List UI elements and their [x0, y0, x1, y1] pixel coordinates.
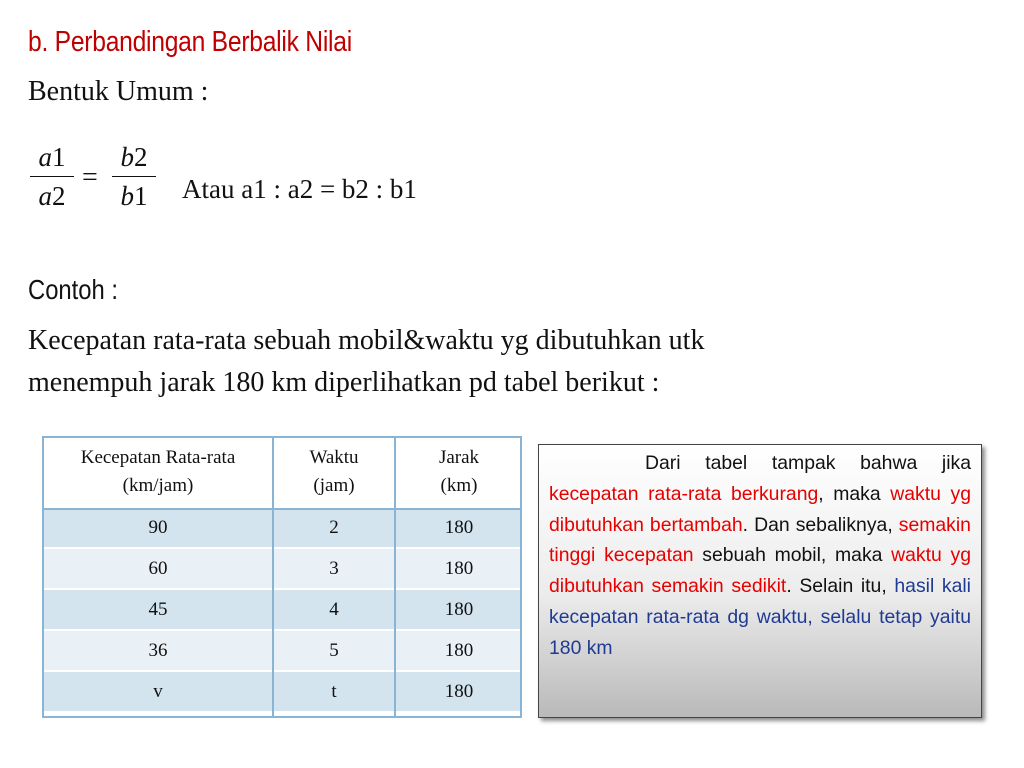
fraction-right-denominator — [112, 179, 156, 213]
fraction-left-numerator — [30, 140, 74, 174]
cell-distance: 180 — [395, 630, 523, 671]
note-text: sebuah mobil, maka — [693, 544, 892, 567]
table-row — [43, 589, 523, 630]
header-distance: Jarak (km) — [395, 437, 523, 507]
cell-speed: 45 — [43, 589, 273, 630]
equals-sign: = — [82, 162, 98, 193]
fraction-left-denominator — [30, 179, 74, 213]
table-row — [43, 507, 523, 548]
slide-heading: b. Perbandingan Berbalik Nilai — [28, 26, 352, 58]
note-text: . Selain itu, — [786, 575, 895, 598]
index: 2 — [52, 181, 66, 211]
cell-time: 4 — [273, 589, 395, 630]
cell-distance: 180 — [395, 507, 523, 548]
fraction-bar — [112, 176, 156, 177]
cell-time: 3 — [273, 548, 395, 589]
table-row — [43, 548, 523, 589]
cell-speed: 36 — [43, 630, 273, 671]
var-a: a — [38, 181, 52, 211]
example-line-1: Kecepatan rata-rata sebuah mobil&waktu yg dibutuhkan utk — [28, 325, 705, 356]
header-speed: Kecepatan Rata-rata (km/jam) — [43, 437, 273, 507]
cell-speed: 90 — [43, 507, 273, 548]
observation-note — [538, 444, 982, 718]
var-b: b — [120, 181, 134, 211]
header-time: Waktu (jam) — [273, 437, 395, 507]
speed-time-table — [42, 436, 524, 713]
cell-time: 5 — [273, 630, 395, 671]
example-text — [28, 320, 928, 404]
var-a: a — [38, 142, 52, 172]
var-b: b — [120, 142, 134, 172]
fraction-left — [30, 140, 74, 213]
example-label: Contoh : — [28, 274, 118, 305]
note-text: . Dan sebaliknya, — [742, 513, 899, 536]
table-row — [43, 671, 523, 712]
alt-form: Atau a1 : a2 = b2 : b1 — [182, 174, 417, 204]
table-header-row — [43, 437, 523, 507]
table-column-divider — [394, 436, 396, 718]
note-highlight-red: kecepatan rata-rata berkurang — [549, 482, 819, 505]
note-highlight-red: waktu yg dibutuhkan semakin sedikit — [549, 544, 971, 598]
index: 2 — [134, 142, 148, 172]
cell-distance: 180 — [395, 548, 523, 589]
index: 1 — [134, 181, 148, 211]
fraction-right — [112, 140, 156, 213]
cell-time: t — [273, 671, 395, 712]
cell-speed: v — [43, 671, 273, 712]
cell-distance: 180 — [395, 671, 523, 712]
fraction-right-numerator — [112, 140, 156, 174]
formula — [30, 140, 160, 224]
cell-time: 2 — [273, 507, 395, 548]
note-text: Dari tabel tampak bahwa jika — [645, 452, 971, 474]
example-line-2: menempuh jarak 180 km diperlihatkan pd tabel berikut : — [28, 367, 660, 398]
note-text: , maka — [818, 482, 891, 505]
note-highlight-blue: hasil kali kecepatan rata-rata dg waktu, selalu tetap yaitu 180 km — [549, 575, 971, 659]
table-row — [43, 630, 523, 671]
general-form-label: Bentuk Umum : — [28, 76, 209, 107]
cell-speed: 60 — [43, 548, 273, 589]
cell-distance: 180 — [395, 589, 523, 630]
table-header-divider — [42, 508, 522, 510]
note-highlight-red: waktu yg dibutuhkan bertambah — [549, 482, 971, 536]
fraction-bar — [30, 176, 74, 177]
note-highlight-red: semakin tinggi kecepatan — [549, 513, 971, 567]
table-column-divider — [272, 436, 274, 718]
note-text — [549, 452, 645, 474]
index: 1 — [52, 142, 66, 172]
